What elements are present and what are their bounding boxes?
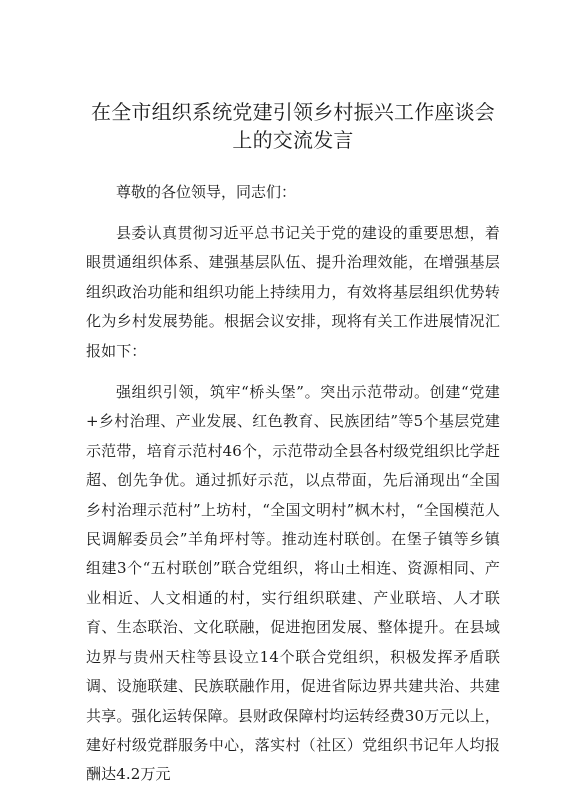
salutation: 尊敬的各位领导，同志们： — [116, 183, 297, 201]
paragraph-organization-leadership: 强组织引领，筑牢“桥头堡”。突出示范带动。创建“党建+乡村治理、产业发展、红色教育、民族团结”等5个基层党建示范带，培育示范村46个，示范带动全县各村级党组织比学赶超、创先争优。通过抓好示范，以点带面，先后涌现出“全国乡村治理示范村”上坊村，“全国文明村”枫木村，“全国模范人民调解委员会”羊角坪村等。推动连村联创。在堡子镇等乡镇组建3个“五村联创”联合党组织，将山土相连、资源相同、产业相近、人文相通的村，实行组织联建、产业联培、人才联育、生态联治、文化联融，促进抱团发展、整体提升。在县域边界与贵州天柱等县设立14个联合党组织，积极发挥矛盾联调、设施联建、民族联融作用，促进省际边界共建共治、共建共享。强化运转保障。县财政保障村均运转经费30万元以上，建好村级党群服务中心，落实村（社区）党组织书记年人均报酬达4.2万元 — [86, 383, 500, 784]
title-line-1: 在全市组织系统党建引领乡村振兴工作座谈会 — [91, 100, 495, 124]
paragraph-intro: 县委认真贯彻习近平总书记关于党的建设的重要思想，着眼贯通组织体系、建强基层队伍、提升治理效能，在增强基层组织政治功能和组织功能上持续用力，有效将基层组织优势转化为乡村发展势能。根据会议安排，现将有关工作进展情况汇报如下： — [86, 224, 500, 360]
document-title — [86, 98, 500, 154]
title-line-2: 上的交流发言 — [232, 128, 354, 152]
